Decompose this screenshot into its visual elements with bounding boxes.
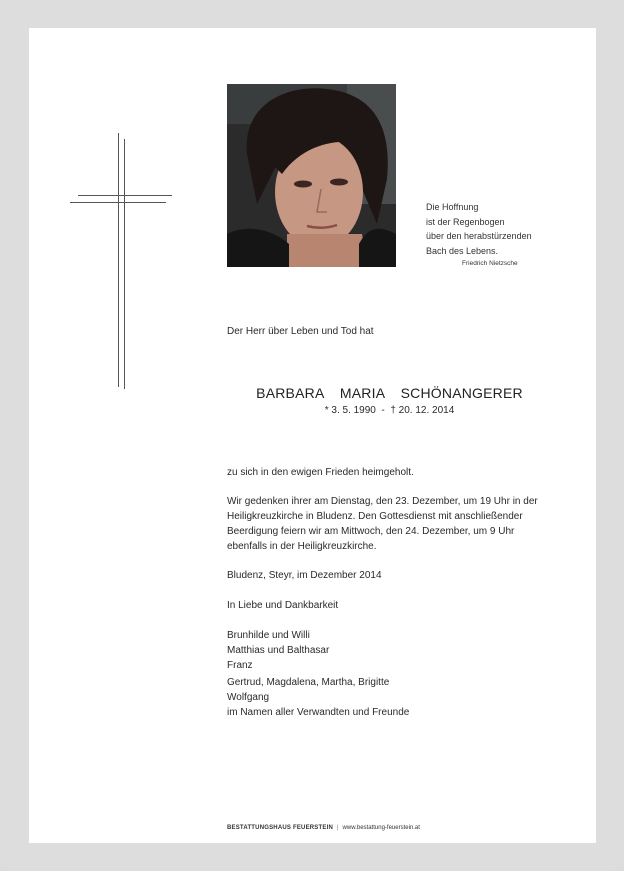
- quote-line: Die Hoffnung: [426, 202, 479, 212]
- intro-text: Der Herr über Leben und Tod hat: [227, 326, 374, 337]
- quote-line: über den herabstürzenden: [426, 231, 532, 241]
- service-line: Heiligkreuzkirche in Bludenz. Den Gottesdienst mit anschließender: [227, 511, 523, 522]
- mourner-line: Matthias und Balthasar: [227, 645, 330, 656]
- portrait-photo: [227, 84, 396, 267]
- service-line: Wir gedenken ihrer am Dienstag, den 23. Dezember, um 19 Uhr in der: [227, 496, 538, 507]
- obituary-body: [227, 465, 557, 720]
- quote-line: ist der Regenbogen: [426, 216, 505, 227]
- quote-line: Bach des Lebens.: [426, 245, 499, 256]
- footer-separator: |: [336, 825, 339, 831]
- mourner-line: im Namen aller Verwandten und Freunde: [227, 707, 410, 718]
- mourner-line: Brunhilde und Willi: [227, 630, 310, 641]
- mourner-line: Wolfgang: [227, 692, 270, 703]
- life-dates: * 3. 5. 1990 - † 20. 12. 2014: [324, 405, 455, 416]
- quote-author: Friedrich Nietzsche: [462, 260, 518, 267]
- mourner-line: Gertrud, Magdalena, Martha, Brigitte: [227, 677, 390, 688]
- deceased-name: BARBARA MARIA SCHÖNANGERER: [256, 385, 523, 401]
- place-date: Bludenz, Steyr, im Dezember 2014: [227, 570, 382, 581]
- mourner-line: Franz: [227, 660, 253, 671]
- footer: [227, 825, 420, 831]
- closing-line: In Liebe und Dankbarkeit: [227, 600, 339, 611]
- footer-url[interactable]: www.bestattung-feuerstein.at: [342, 825, 420, 831]
- quote-block: [426, 200, 532, 269]
- peace-line: zu sich in den ewigen Frieden heimgeholt.: [227, 467, 414, 478]
- footer-brand: BESTATTUNGSHAUS FEUERSTEIN: [227, 825, 333, 831]
- service-line: ebenfalls in der Heiligkreuzkirche.: [227, 541, 377, 552]
- service-line: Beerdigung feiern wir am Mittwoch, den 24. Dezember, um 9 Uhr: [227, 526, 515, 537]
